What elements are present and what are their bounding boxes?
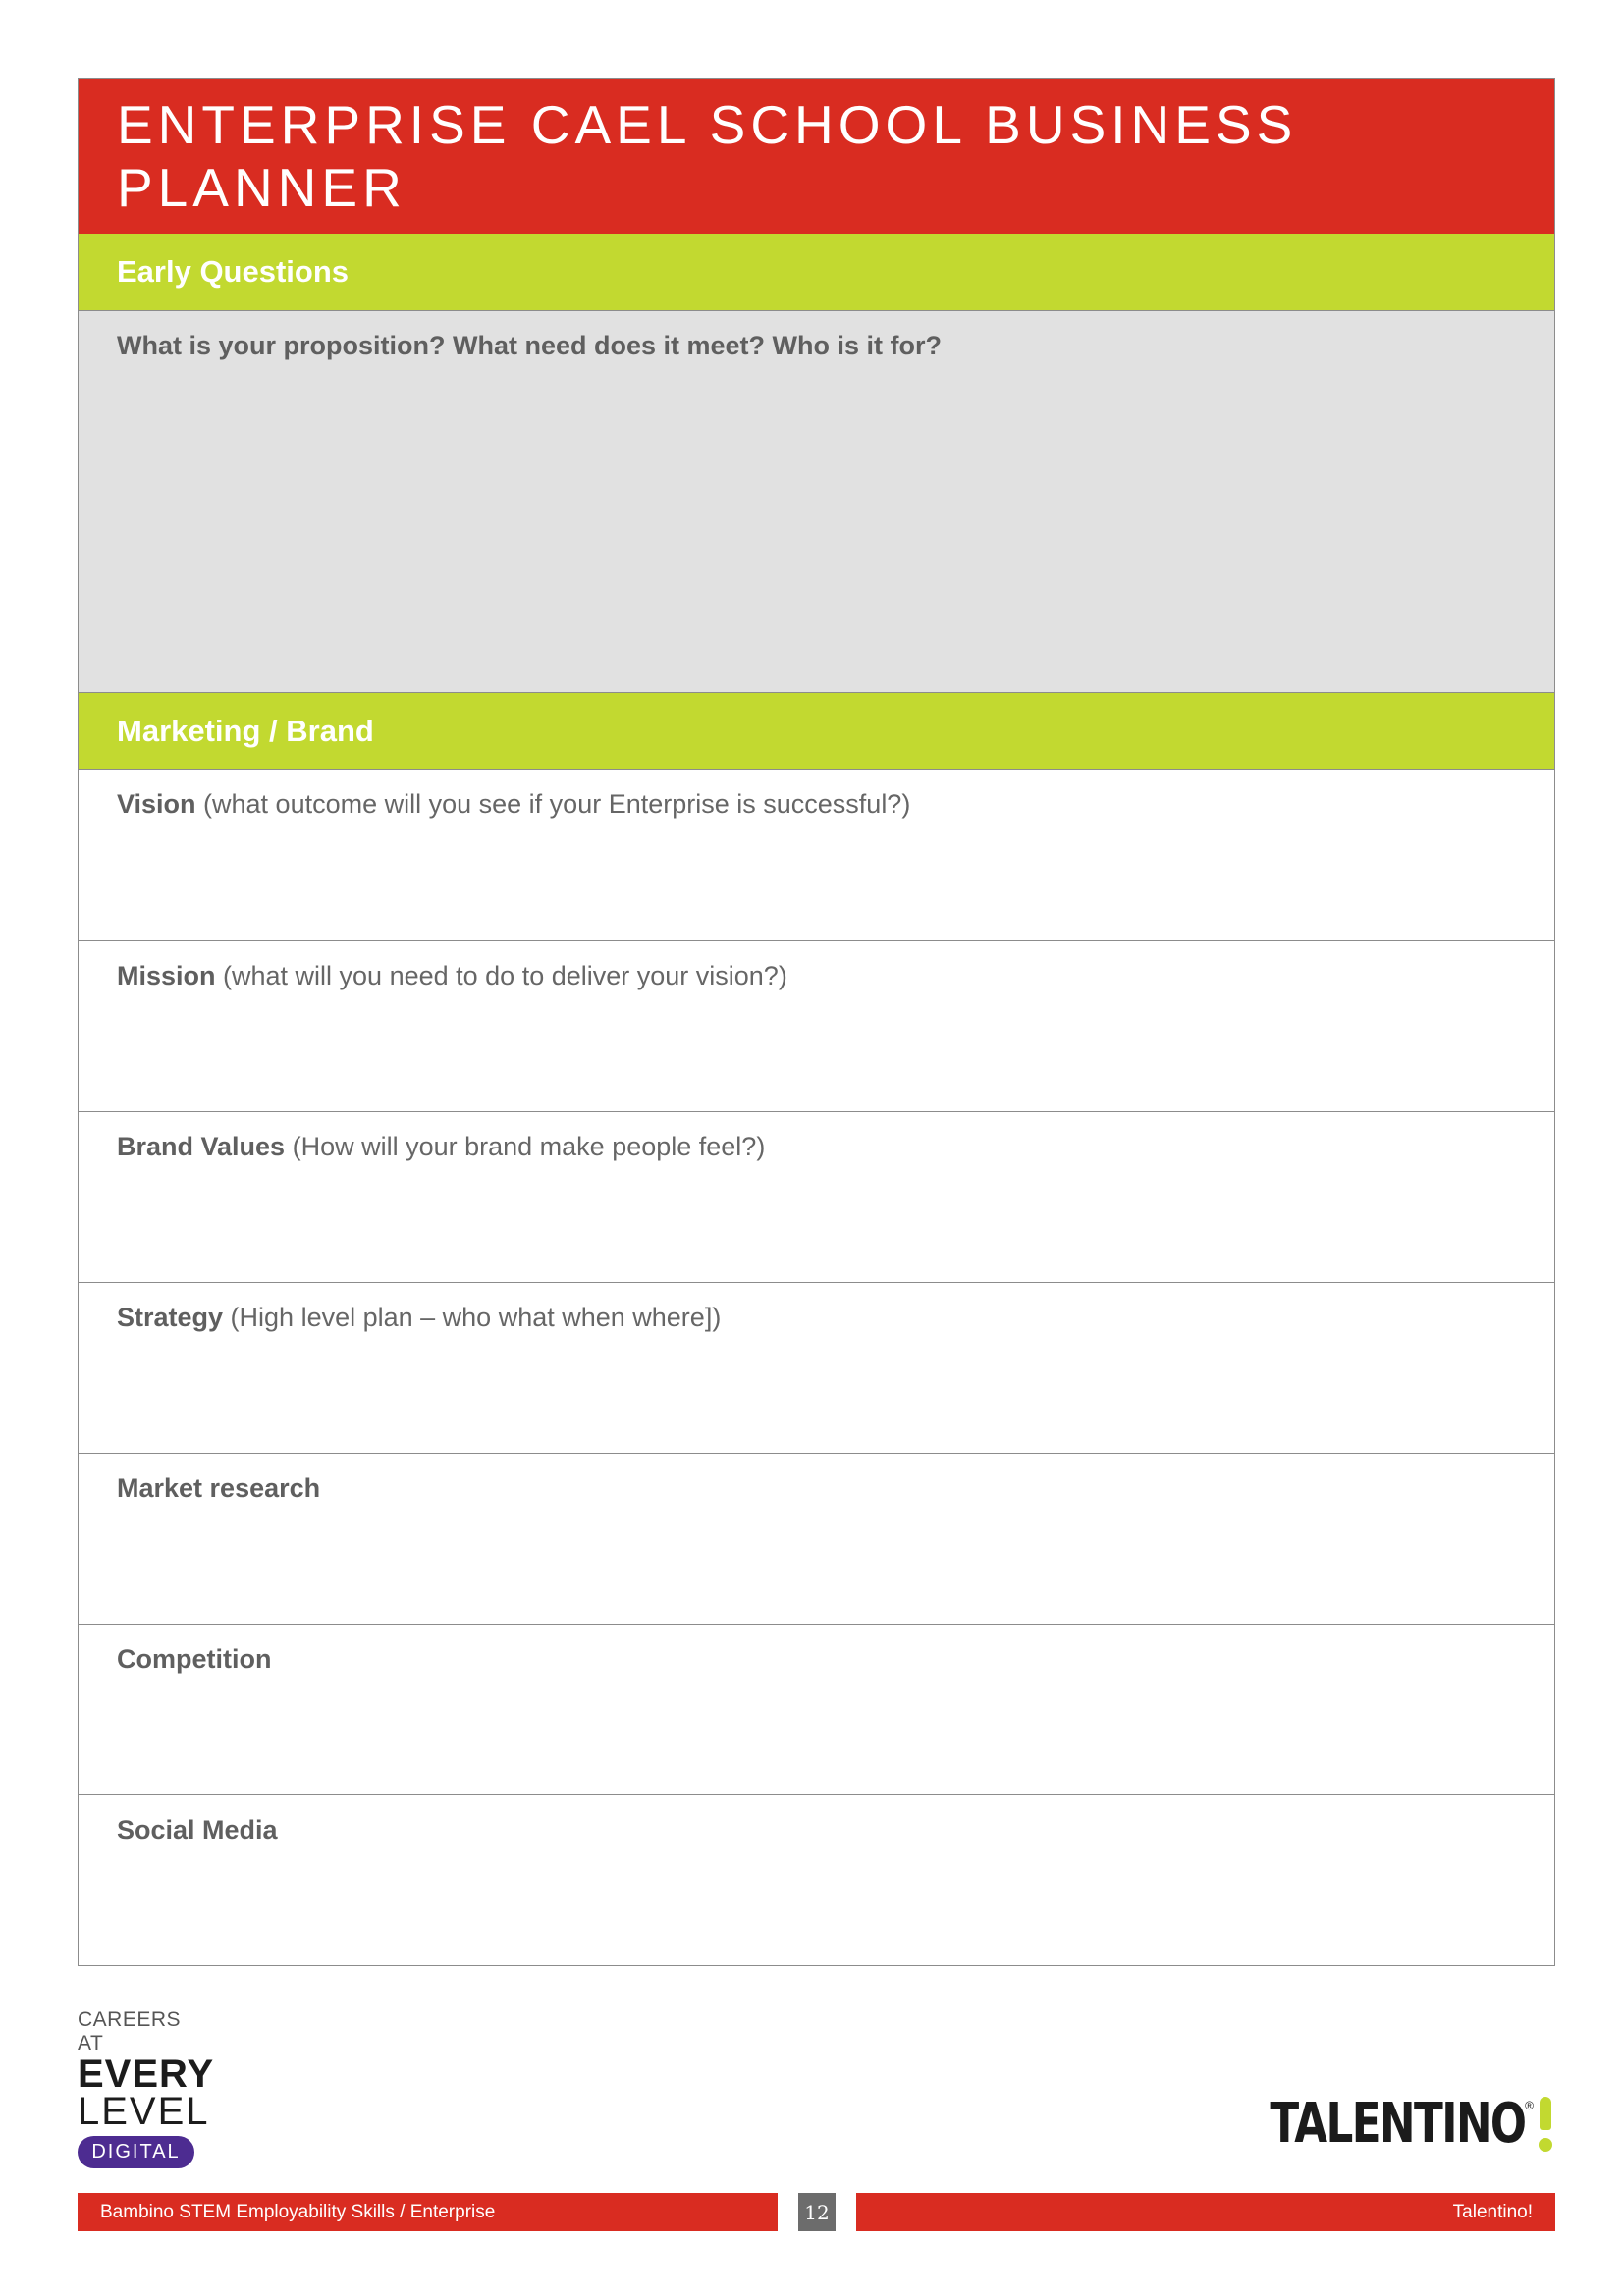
section-heading-marketing-brand <box>79 692 1554 770</box>
field-label: Market research <box>117 1473 321 1503</box>
logo-line-level: LEVEL <box>78 2090 210 2133</box>
page-title: ENTERPRISE CAEL SCHOOL BUSINESS PLANNER <box>117 94 1298 218</box>
title-bar <box>79 79 1554 234</box>
vision-field[interactable] <box>79 770 1554 940</box>
careers-at-every-level-logo <box>78 2008 215 2168</box>
registered-mark: ® <box>1525 2099 1534 2112</box>
mission-field[interactable] <box>79 940 1554 1111</box>
digital-badge: DIGITAL <box>78 2136 194 2168</box>
early-questions-field[interactable] <box>79 311 1554 692</box>
footer-brand: Talentino! <box>1452 2201 1533 2222</box>
field-label: Brand Values <box>117 1132 286 1161</box>
logo-line-every: EVERY <box>78 2053 215 2096</box>
talentino-logo <box>1198 2092 1555 2156</box>
logo-line-careers-at: CAREERS AT <box>78 2008 182 2055</box>
footer-left-bar <box>78 2193 778 2231</box>
page-number: 12 <box>798 2193 836 2231</box>
exclamation-icon <box>1536 2097 1555 2152</box>
field-label: Vision <box>117 789 196 819</box>
talentino-wordmark: TALENTINO <box>1270 2092 1526 2156</box>
field-hint: (what outcome will you see if your Enterprise is successful?) <box>195 789 911 819</box>
field-label: Social Media <box>117 1815 278 1844</box>
section-heading-label: Marketing / Brand <box>117 713 374 748</box>
section-heading-early-questions <box>79 234 1554 311</box>
business-planner-form <box>78 78 1555 1966</box>
field-label: Strategy <box>117 1303 224 1332</box>
competition-field[interactable] <box>79 1624 1554 1794</box>
section-heading-label: Early Questions <box>117 254 350 289</box>
field-hint: (High level plan – who what when where]) <box>223 1303 722 1332</box>
brand-values-field[interactable] <box>79 1111 1554 1282</box>
social-media-field[interactable] <box>79 1794 1554 1965</box>
market-research-field[interactable] <box>79 1453 1554 1624</box>
footer-right-bar <box>856 2193 1555 2231</box>
strategy-field[interactable] <box>79 1282 1554 1453</box>
field-hint: (what will you need to do to deliver your vision?) <box>215 961 787 990</box>
field-label: Mission <box>117 961 216 990</box>
early-questions-prompt: What is your proposition? What need does it meet? Who is it for? <box>117 331 942 360</box>
field-hint: (How will your brand make people feel?) <box>285 1132 766 1161</box>
field-label: Competition <box>117 1644 272 1674</box>
footer-publication-title: Bambino STEM Employability Skills / Enterprise <box>100 2201 496 2222</box>
